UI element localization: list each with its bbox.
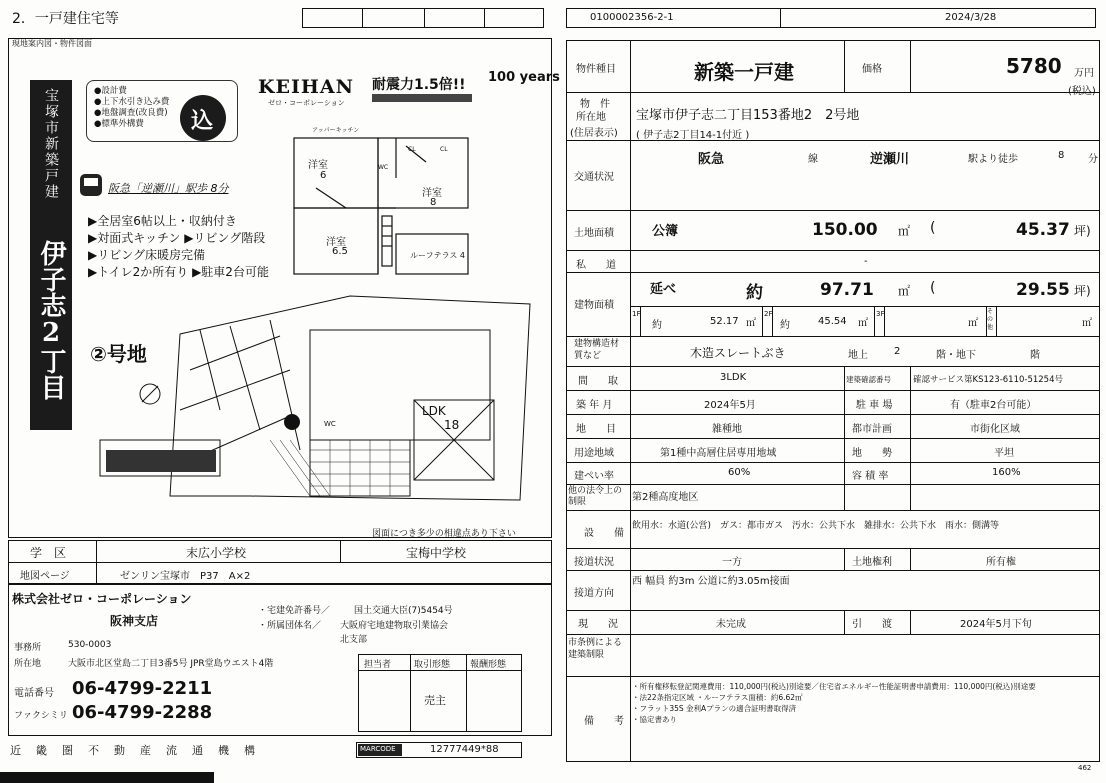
layout-value: 3LDK — [720, 372, 747, 383]
road-dir-value: 西 幅員 約3m 公道に約3.05m接面 — [632, 576, 790, 587]
tsubo-unit: 坪) — [1074, 284, 1091, 298]
record-id: 0100002356-2-1 — [590, 12, 674, 23]
remarks-item: ・所有権移転登記関連費用：110,000円(税込)別途要／住宅省エネルギー性能証明書申請費用：110,000円(税込)別途要 — [632, 682, 1036, 691]
road-dir-label: 接道方向 — [574, 588, 614, 599]
feature-item: ▶全居室6帖以上・収納付き — [88, 214, 237, 228]
status-label: 現 況 — [578, 619, 618, 630]
footer-org: 近 畿 圏 不 動 産 流 通 機 構 — [10, 744, 257, 757]
status-value: 未完成 — [716, 619, 746, 630]
lot-label: ②号地 — [90, 342, 147, 366]
floors-end: 階 — [1030, 350, 1040, 361]
remarks-label: 備 考 — [584, 716, 624, 727]
association-label: ・所属団体名／ — [258, 621, 322, 631]
marcode-label: MARCODE — [360, 745, 396, 753]
built-label: 築 年 月 — [576, 400, 613, 411]
elementary-school: 末広小学校 — [186, 546, 247, 560]
association-branch: 北支部 — [340, 635, 368, 645]
junior-school: 宝梅中学校 — [406, 546, 467, 560]
price-label: 価格 — [862, 64, 882, 75]
feature-item: ▶トイレ2か所有り ▶駐車2台可能 — [88, 265, 269, 279]
floors-above-label: 地上 — [848, 350, 868, 361]
remarks-item: ・法22条指定区域 ・ルーフテラス面積：約6.62㎡ — [632, 693, 803, 702]
floor2-value: 45.54 — [818, 316, 847, 327]
remarks-item: ・フラット35S 金利Aプランの適合証明書取得済 — [632, 704, 797, 713]
balcony-label: アッパーキッチン — [312, 127, 360, 134]
remarks-item: ・協定書あり — [632, 715, 677, 724]
line-name: 阪急 — [698, 152, 725, 167]
other-law-value: 第2種高度地区 — [632, 492, 699, 503]
private-road-value: - — [864, 256, 868, 267]
building-area-label: 建物面積 — [574, 300, 614, 311]
approx-label: 約 — [652, 320, 662, 331]
terrain-value: 平坦 — [994, 448, 1014, 459]
section-title: 2．一戸建住宅等 — [12, 11, 119, 27]
included-cost-item: ●設計費 — [94, 86, 127, 96]
address-value: 大阪市北区堂島二丁目3番5号 JPR堂島ウエスト4階 — [68, 659, 274, 669]
ordinance-label: 市条例による建築制限 — [568, 638, 623, 660]
confirm-label: 建築確認番号 — [846, 375, 891, 384]
open-paren: ( — [930, 220, 936, 236]
fax-value: 06-4799-2288 — [72, 702, 213, 723]
bcr-label: 建ぺい率 — [574, 471, 614, 482]
m2-unit: ㎡ — [746, 318, 756, 329]
trade-value: 売主 — [424, 694, 446, 707]
layout-label: 間 取 — [578, 376, 618, 387]
floor2-label: 2F — [764, 310, 773, 318]
building-area-m2: 97.71 — [820, 280, 874, 300]
person-label: 担当者 — [364, 660, 392, 670]
property-type: 新築一戸建 — [694, 60, 794, 84]
disclaimer: 図面につき多少の相違点あり下さい — [372, 529, 516, 539]
floors-count: 2 — [894, 346, 901, 357]
other-law-label: 他の法令上の制限 — [568, 486, 623, 507]
ldk-label: LDK — [422, 404, 446, 418]
floor1-value: 52.17 — [710, 316, 739, 327]
land-right-value: 所有権 — [986, 557, 1016, 568]
m2-unit: ㎡ — [1082, 318, 1092, 329]
included-cost-item: ●標準外構費 — [94, 119, 144, 129]
license-value: 国土交通大臣(7)5454号 — [354, 606, 453, 616]
delivery-value: 2024年5月下旬 — [960, 619, 1032, 630]
land-cat-label: 地 目 — [576, 424, 616, 435]
private-road-label: 私 道 — [576, 260, 616, 271]
branch-name: 阪神支店 — [110, 614, 159, 628]
road-label: 接道状況 — [574, 557, 614, 568]
fax-label: ファクシミリ — [14, 711, 68, 721]
school-label: 学 区 — [30, 546, 67, 560]
location-label: 物 件 — [580, 99, 610, 110]
roof-terrace-label: ルーフテラス 4 — [410, 251, 465, 260]
m2-unit: ㎡ — [858, 318, 868, 329]
land-right-label: 土地権利 — [852, 557, 892, 568]
parking-value: 有（駐車2台可能） — [950, 400, 1037, 411]
walk-min: 8 — [1058, 150, 1065, 161]
years-label: 100 years — [488, 70, 560, 85]
license-label: ・宅建免許番号／ — [258, 606, 331, 616]
land-area-type: 公簿 — [652, 224, 679, 239]
room-size: 6.5 — [332, 246, 348, 257]
office-label: 事務所 — [14, 643, 42, 653]
structure-label: 建物構造材質など — [574, 339, 620, 361]
page-number: 462 — [1078, 764, 1092, 772]
association-value: 大阪府宅地建物取引業協会 — [340, 621, 449, 631]
price-unit: 万円 — [1074, 68, 1094, 79]
floor3-label: 3F — [876, 310, 885, 318]
property-type-label: 物件種目 — [576, 64, 616, 75]
map-page-value: ゼンリン宝塚市 P37 A×2 — [120, 571, 251, 582]
map-title: 現地案内図・物件図面 — [12, 39, 92, 48]
floors-mid: 階・地下 — [936, 350, 976, 361]
city-plan-value: 市街化区域 — [970, 424, 1020, 435]
land-area-m2: 150.00 — [812, 220, 878, 240]
quake-bar — [372, 94, 472, 102]
station-suffix: 駅より徒歩 — [968, 154, 1018, 165]
footer-bar — [0, 772, 214, 783]
parking-label: 駐 車 場 — [856, 400, 893, 411]
zoning-value: 第1種中高層住居専用地域 — [660, 448, 777, 459]
phone-value: 06-4799-2211 — [72, 678, 213, 699]
line-suffix: 線 — [808, 154, 818, 165]
site-plan-1f — [70, 290, 540, 516]
land-cat-value: 雑種地 — [712, 424, 742, 435]
record-date: 2024/3/28 — [945, 12, 997, 23]
feature-item: ▶対面式キッチン ▶リビング階段 — [88, 231, 266, 245]
closet-label: CL — [408, 146, 416, 153]
quake-label: 耐震力1.5倍!! — [372, 77, 466, 93]
company-name: 株式会社ゼロ・コーポレーション — [12, 592, 192, 606]
company-logo: KEIHAN — [258, 76, 354, 98]
trade-label: 取引形態 — [414, 660, 451, 670]
years-logo — [484, 70, 560, 100]
m2-unit: ㎡ — [898, 284, 911, 298]
terrain-label: 地 勢 — [852, 448, 892, 459]
fee-label: 報酬形態 — [470, 660, 507, 670]
header-blank-boxes — [302, 8, 544, 28]
bcr-value: 60% — [728, 467, 751, 478]
structure-value: 木造スレートぶき — [690, 346, 786, 360]
side-banner-bottom: 伊子志2丁目 — [36, 240, 66, 400]
price-value: 5780 — [1006, 54, 1062, 78]
station-name: 逆瀬川 — [870, 152, 910, 167]
location-sub: ( 伊子志2丁目14-1付近 ) — [636, 130, 750, 141]
zoning-label: 用途地域 — [574, 448, 614, 459]
office-zip: 530-0003 — [68, 640, 112, 650]
location-label: 所在地 — [576, 112, 606, 123]
m2-unit: ㎡ — [898, 224, 911, 238]
feature-item: ▶リビング床暖房完備 — [88, 248, 205, 262]
toilet-label: WC — [324, 420, 336, 428]
other-floor-label: その他 — [987, 308, 994, 331]
building-area-tsubo: 29.55 — [1016, 280, 1070, 300]
tsubo-unit: 坪) — [1074, 224, 1091, 238]
confirm-value: 確認サービス第KS123-6110-51254号 — [913, 375, 1064, 385]
price-tax: (税込) — [1068, 86, 1096, 97]
company-logo-sub: ゼロ・コーポレーション — [268, 99, 345, 107]
komi-label: 込 — [191, 109, 214, 134]
included-cost-item: ●地盤調査(改良費) — [94, 108, 168, 118]
station-access: 阪急「逆瀬川」駅歩 8分 — [108, 182, 229, 195]
far-value: 160% — [992, 467, 1021, 478]
room-label: 洋室 — [326, 237, 346, 248]
address-label: 所在地 — [14, 659, 42, 669]
building-total-type: 延べ — [650, 282, 677, 297]
traffic-label: 交通状況 — [574, 172, 614, 183]
walk-unit: 分 — [1088, 154, 1098, 165]
ldk-size: 18 — [444, 418, 460, 432]
map-page-label: 地図ページ — [20, 571, 70, 582]
room-size: 8 — [430, 197, 437, 208]
delivery-label: 引 渡 — [852, 619, 892, 630]
side-banner-top: 宝塚市新築戸建 — [43, 88, 59, 200]
approx-label: 約 — [746, 283, 763, 303]
phone-label: 電話番号 — [14, 688, 54, 699]
room-size: 6 — [320, 170, 327, 181]
built-value: 2024年5月 — [704, 400, 756, 411]
room-label: 洋室 — [422, 188, 442, 199]
approx-label: 約 — [780, 320, 790, 331]
facility-label: 設 備 — [584, 528, 624, 539]
included-cost-item: ●上下水引き込み費 — [94, 97, 170, 107]
floor1-label: 1F — [632, 310, 641, 318]
location-label: (住居表示) — [570, 128, 618, 139]
open-paren: ( — [930, 280, 936, 296]
facility-value: 飲用水：水道(公営) ガス：都市ガス 汚水：公共下水 雑排水：公共下水 雨水：側溝等 — [632, 521, 1000, 531]
road-value: 一方 — [722, 557, 742, 568]
marcode-value: 12777449*88 — [430, 744, 499, 755]
toilet-label: WC — [378, 164, 389, 171]
m2-unit: ㎡ — [968, 318, 978, 329]
closet-label: CL — [440, 146, 448, 153]
room-label: 洋室 — [308, 160, 328, 171]
land-area-label: 土地面積 — [574, 228, 614, 239]
land-area-tsubo: 45.37 — [1016, 220, 1070, 240]
city-plan-label: 都市計画 — [852, 424, 892, 435]
far-label: 容 積 率 — [852, 471, 889, 482]
location-value: 宝塚市伊子志二丁目153番地2 2号地 — [636, 108, 860, 123]
